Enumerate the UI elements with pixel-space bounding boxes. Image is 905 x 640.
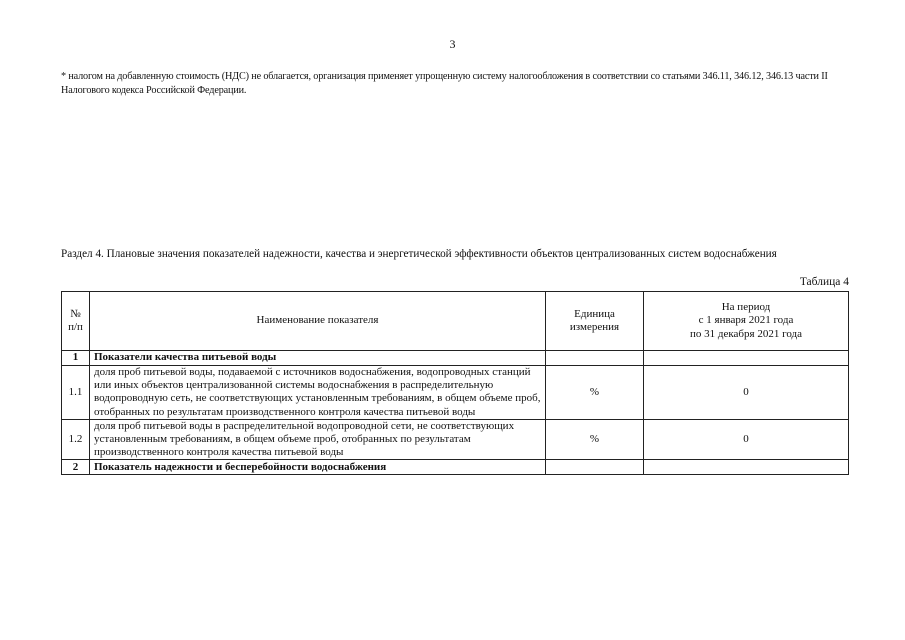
table-header-row	[62, 292, 849, 351]
table-row-1-2	[62, 419, 849, 460]
row-number: 1	[62, 351, 90, 366]
table-row-group-2	[62, 460, 849, 475]
indicators-table	[61, 291, 849, 475]
header-period-line1: На период	[721, 301, 771, 314]
header-name: Наименование показателя	[90, 292, 546, 351]
row-value	[644, 460, 849, 475]
table-row-1-1	[62, 366, 849, 420]
header-period	[644, 292, 849, 351]
row-name: Показатели качества питьевой воды	[90, 351, 546, 366]
row-unit	[546, 460, 644, 475]
table-row-group-1	[62, 351, 849, 366]
row-unit	[546, 351, 644, 366]
row-name: доля проб питьевой воды в распределительной водопроводной сети, не соответствующих установленным требованиям, в общем объеме проб, отобранных по результатам производственного контроля качества питьевой воды	[90, 419, 546, 460]
row-value	[644, 351, 849, 366]
row-name: доля проб питьевой воды, подаваемой с источников водоснабжения, водопроводных станций или иных объектов централизованной системы водоснабжения в распределительную водопроводную сеть, не соответствующих установленным требованиям, в общем объеме проб, отобранных по результатам производственного контроля качества питьевой воды	[90, 366, 546, 420]
row-number: 1.1	[62, 366, 90, 420]
row-value: 0	[644, 366, 849, 420]
footnote: * налогом на добавленную стоимость (НДС) не облагается, организация применяет упрощенную систему налогообложения в соответствии со статьями 346.11, 346.12, 346.13 части II Налогового кодекса Российской Федерации.	[61, 71, 828, 96]
row-unit: %	[546, 366, 644, 420]
row-name: Показатель надежности и бесперебойности водоснабжения	[90, 460, 546, 475]
header-period-line3: по 31 декабря 2021 года	[690, 327, 802, 340]
header-number: № п/п	[62, 292, 90, 351]
page-number: 3	[449, 37, 456, 51]
row-number: 1.2	[62, 419, 90, 460]
row-number: 2	[62, 460, 90, 475]
header-unit: Единица измерения	[546, 292, 644, 351]
row-unit: %	[546, 419, 644, 460]
row-value: 0	[644, 419, 849, 460]
table-caption: Таблица 4	[799, 276, 849, 288]
header-period-line2: с 1 января 2021 года	[698, 314, 794, 327]
section-heading: Раздел 4. Плановые значения показателей надежности, качества и энергетической эффективности объектов централизованных систем водоснабжения	[61, 248, 777, 260]
